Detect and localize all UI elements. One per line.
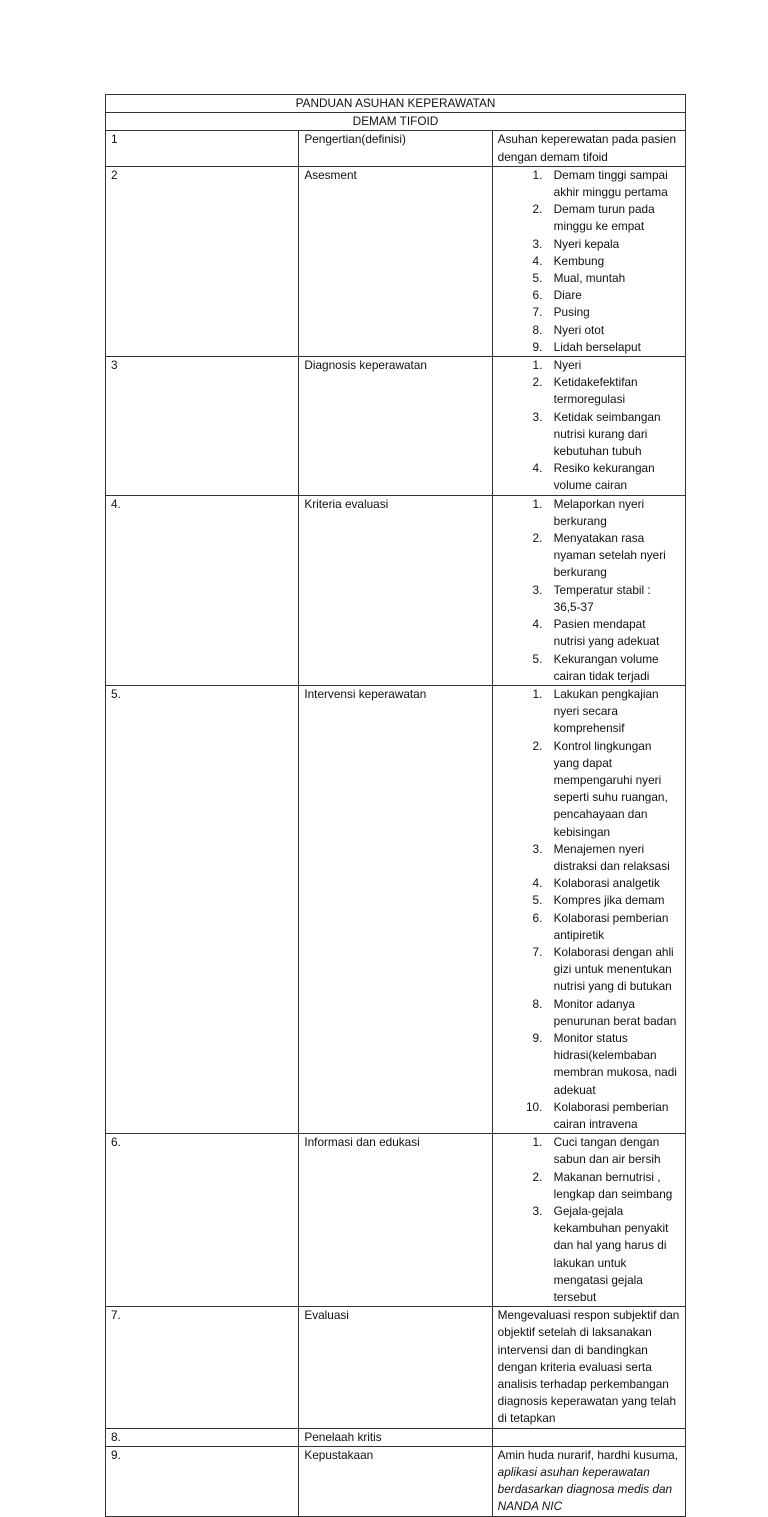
list-item: 3. Nyeri kepala [546, 236, 680, 253]
list-item: 8. Monitor adanya penurunan berat badan [546, 996, 680, 1030]
row-label: Kepustakaan [299, 1446, 492, 1516]
row-content [492, 685, 685, 1133]
reference-title: aplikasi asuhan keperawatan berdasarkan diagnosa medis dan NANDA NIC [497, 1465, 673, 1514]
list-item: 2. Demam turun pada minggu ke empat [546, 201, 680, 235]
list-item: 6. Diare [546, 287, 680, 304]
row-label: Informasi dan edukasi [299, 1134, 492, 1307]
intervention-list [498, 686, 680, 1133]
table-row [106, 685, 686, 1133]
row-content [492, 1134, 685, 1307]
evaluation-criteria-list [498, 496, 680, 685]
row-content [492, 166, 685, 356]
list-item: 9. Lidah berselaput [546, 339, 680, 356]
row-number: 7. [106, 1307, 299, 1428]
list-item: 1. Demam tinggi sampai akhir minggu pertama [546, 167, 680, 201]
list-item: 2. Menyatakan rasa nyaman setelah nyeri berkurang [546, 530, 680, 582]
list-item: 4. Kembung [546, 253, 680, 270]
list-item: 2. Ketidakefektifan termoregulasi [546, 374, 680, 408]
row-label: Asesment [299, 166, 492, 356]
list-item: 1. Cuci tangan dengan sabun dan air bersih [546, 1134, 680, 1168]
list-item: 7. Pusing [546, 304, 680, 321]
row-content: Mengevaluasi respon subjektif dan objektif setelah di laksanakan intervensi dan di bandingkan dengan kriteria evaluasi serta analisis terhadap perkembangan diagnosis keperawatan yang telah di tetapkan [492, 1307, 685, 1428]
table-row [106, 1307, 686, 1428]
list-item: 5. Kekurangan volume cairan tidak terjadi [546, 651, 680, 685]
row-number: 4. [106, 495, 299, 685]
row-number: 8. [106, 1428, 299, 1446]
row-content [492, 495, 685, 685]
list-item: 1. Lakukan pengkajian nyeri secara komprehensif [546, 686, 680, 738]
list-item: 3. Menajemen nyeri distraksi dan relaksasi [546, 841, 680, 875]
assessment-list [498, 167, 680, 356]
table-row [106, 1446, 686, 1516]
row-number: 2 [106, 166, 299, 356]
document-title: PANDUAN ASUHAN KEPERAWATAN [106, 95, 686, 113]
list-item: 6. Kolaborasi pemberian antipiretik [546, 910, 680, 944]
table-row [106, 1134, 686, 1307]
nursing-care-guide-table [105, 94, 686, 1517]
reference-authors: Amin huda nurarif, hardhi kusuma, [497, 1447, 678, 1462]
table-row [106, 131, 686, 166]
diagnosis-list [498, 357, 680, 495]
title-row [106, 95, 686, 113]
row-content [492, 357, 685, 496]
row-number: 3 [106, 357, 299, 496]
list-item: 4. Resiko kekurangan volume cairan [546, 460, 680, 494]
table-row [106, 1428, 686, 1446]
list-item: 7. Kolaborasi dengan ahli gizi untuk menentukan nutrisi yang di butukan [546, 944, 680, 996]
list-item: 1. Melaporkan nyeri berkurang [546, 496, 680, 530]
list-item: 3. Ketidak seimbangan nutrisi kurang dari kebutuhan tubuh [546, 409, 680, 461]
education-list [498, 1134, 680, 1306]
list-item: 5. Kompres jika demam [546, 892, 680, 909]
table-row [106, 495, 686, 685]
list-item: 9. Monitor status hidrasi(kelembaban membran mukosa, nadi adekuat [546, 1030, 680, 1099]
list-item: 8. Nyeri otot [546, 322, 680, 339]
list-item: 4. Kolaborasi analgetik [546, 875, 680, 892]
row-label: Intervensi keperawatan [299, 685, 492, 1133]
row-label: Diagnosis keperawatan [299, 357, 492, 496]
row-number: 6. [106, 1134, 299, 1307]
row-content: Asuhan keperewatan pada pasien dengan demam tifoid [492, 131, 685, 166]
document-subtitle: DEMAM TIFOID [106, 113, 686, 131]
row-content [492, 1428, 685, 1446]
list-item: 2. Kontrol lingkungan yang dapat mempengaruhi nyeri seperti suhu ruangan, pencahayaan dan kebisingan [546, 738, 680, 841]
list-item: 3. Temperatur stabil : 36,5-37 [546, 582, 680, 616]
row-content [492, 1446, 685, 1516]
row-number: 5. [106, 685, 299, 1133]
list-item: 5. Mual, muntah [546, 270, 680, 287]
row-number: 1 [106, 131, 299, 166]
list-item: 10. Kolaborasi pemberian cairan intravena [546, 1099, 680, 1133]
row-number: 9. [106, 1446, 299, 1516]
table-row [106, 357, 686, 496]
row-label: Penelaah kritis [299, 1428, 492, 1446]
row-label: Evaluasi [299, 1307, 492, 1428]
list-item: 1. Nyeri [546, 357, 680, 374]
list-item: 3. Gejala-gejala kekambuhan penyakit dan hal yang harus di lakukan untuk mengatasi gejala tersebut [546, 1203, 680, 1306]
list-item: 4. Pasien mendapat nutrisi yang adekuat [546, 616, 680, 650]
list-item: 2. Makanan bernutrisi , lengkap dan seimbang [546, 1169, 680, 1203]
row-label: Pengertian(definisi) [299, 131, 492, 166]
row-label: Kriteria evaluasi [299, 495, 492, 685]
table-row [106, 166, 686, 356]
subtitle-row [106, 113, 686, 131]
